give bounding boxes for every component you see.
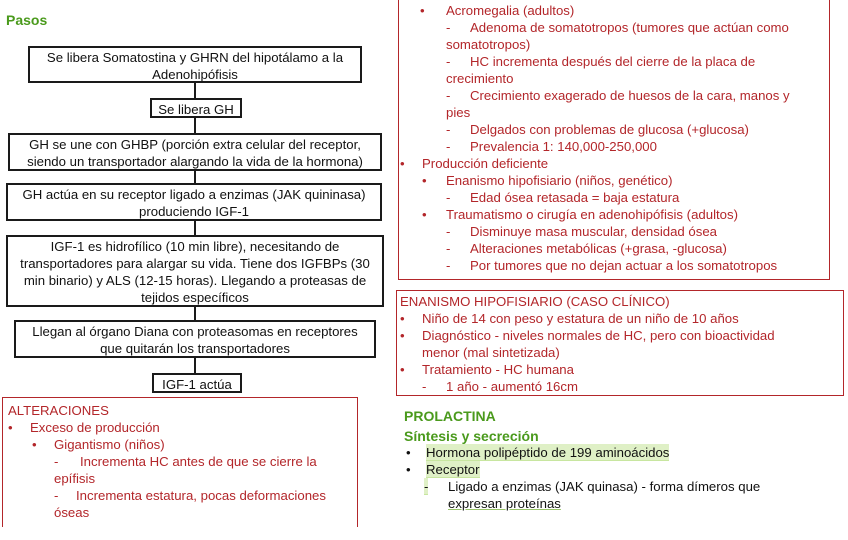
dash: - [54, 454, 59, 469]
step-line: Llegan al órgano Diana con proteasomas en receptores [32, 324, 358, 339]
step-line: min binario) y ALS (12-15 horas). Llegando a proteasas de [23, 273, 367, 288]
dash: - [446, 224, 451, 239]
step-line: Adenohipófisis [152, 67, 238, 82]
step-line: IGF-1 actúa [162, 377, 232, 392]
dash: - [446, 54, 451, 69]
list-item: Traumatismo o cirugía en adenohipófisis (adultos) [446, 207, 738, 222]
prolactina-title: PROLACTINA [404, 408, 496, 424]
list-item: Incrementa HC antes de que se cierre la [80, 454, 317, 469]
list-item: Receptor [426, 462, 480, 477]
list-item: Disminuye masa muscular, densidad ósea [470, 224, 718, 239]
list-item: Ligado a enzimas (JAK quinasa) - forma dímeros que [448, 479, 761, 494]
dash: - [446, 139, 451, 154]
dash: - [424, 479, 429, 494]
step-box [150, 98, 242, 118]
bullet: • [422, 207, 427, 222]
connector-line [194, 221, 196, 235]
list-item: 1 año - aumentó 16cm [446, 379, 578, 394]
connector-line [194, 83, 196, 98]
list-item: Enanismo hipofisiario (niños, genético) [446, 173, 673, 188]
caso-title: ENANISMO HIPOFISIARIO (CASO CLÍNICO) [400, 294, 670, 309]
bullet: • [32, 437, 37, 452]
list-item: Niño de 14 con peso y estatura de un niño de 10 años [422, 311, 739, 326]
dash: - [446, 122, 451, 137]
list-item: Por tumores que no dejan actuar a los somatotropos [470, 258, 778, 273]
list-item: Adenoma de somatotropos (tumores que actúan como [470, 20, 789, 35]
list-item: Prevalencia 1: 140,000-250,000 [470, 139, 657, 154]
list-item: Delgados con problemas de glucosa (+glucosa) [470, 122, 749, 137]
list-item: expresan proteínas [448, 496, 561, 511]
list-item: menor (mal sintetizada) [422, 345, 560, 360]
list-item: Incrementa estatura, pocas deformaciones [76, 488, 326, 503]
list-item: Alteraciones metabólicas (+grasa, -glucosa) [470, 241, 727, 256]
list-item: Edad ósea retasada = baja estatura [470, 190, 680, 205]
list-item: Exceso de producción [30, 420, 160, 435]
step-line: GH actúa en su receptor ligado a enzimas (JAK quininasa) [22, 187, 366, 202]
pasos-title: Pasos [6, 12, 48, 28]
bullet: • [400, 156, 405, 171]
connector-line [194, 118, 196, 133]
step-line: GH se une con GHBP (porción extra celular del receptor, [29, 137, 361, 152]
list-item: Diagnóstico - niveles normales de HC, pero con bioactividad [422, 328, 775, 343]
list-item: Producción deficiente [422, 156, 549, 171]
bullet: • [406, 445, 411, 460]
list-item: Crecimiento exagerado de huesos de la cara, manos y [470, 88, 790, 103]
list-item: Hormona polipéptido de 199 aminoácidos [426, 445, 670, 460]
list-item: óseas [54, 505, 90, 520]
prolactina-subtitle: Síntesis y secreción [404, 428, 539, 444]
list-item: Gigantismo (niños) [54, 437, 165, 452]
list-item: somatotropos) [446, 37, 531, 52]
dash: - [446, 190, 451, 205]
step-box [14, 320, 376, 358]
bullet: • [420, 3, 425, 18]
step-box [8, 133, 382, 171]
connector-line [194, 307, 196, 320]
step-line: transportadores para alargar su vida. Tiene dos IGFBPs (30 [20, 256, 370, 271]
dash: - [446, 88, 451, 103]
bullet: • [400, 362, 405, 377]
step-line: Se libera GH [158, 102, 234, 117]
dash: - [446, 258, 451, 273]
step-box [6, 183, 382, 221]
dash: - [54, 488, 59, 503]
connector-line [194, 358, 196, 373]
alteraciones-title: ALTERACIONES [8, 403, 109, 418]
step-line: produciendo IGF-1 [139, 204, 249, 219]
step-line: que quitarán los transportadores [100, 341, 290, 356]
list-item: pies [446, 105, 471, 120]
step-box [152, 373, 242, 393]
step-line: siendo un transportador alargando la vida de la hormona) [27, 154, 363, 169]
dash: - [422, 379, 427, 394]
list-item: Acromegalia (adultos) [446, 3, 575, 18]
step-line: Se libera Somatostina y GHRN del hipotálamo a la [46, 50, 344, 65]
step-line: IGF-1 es hidrofílico (10 min libre), necesitando de [50, 239, 340, 254]
bullet: • [406, 462, 411, 477]
step-line: tejidos específicos [141, 290, 249, 305]
list-item: crecimiento [446, 71, 514, 86]
bullet: • [8, 420, 13, 435]
bullet: • [400, 311, 405, 326]
list-item: epífisis [54, 471, 96, 486]
list-item: HC incrementa después del cierre de la placa de [470, 54, 756, 69]
dash: - [446, 20, 451, 35]
bullet: • [400, 328, 405, 343]
list-item: Tratamiento - HC humana [422, 362, 574, 377]
step-box [28, 46, 362, 83]
dash: - [446, 241, 451, 256]
step-box [6, 235, 384, 307]
bullet: • [422, 173, 427, 188]
connector-line [194, 171, 196, 183]
